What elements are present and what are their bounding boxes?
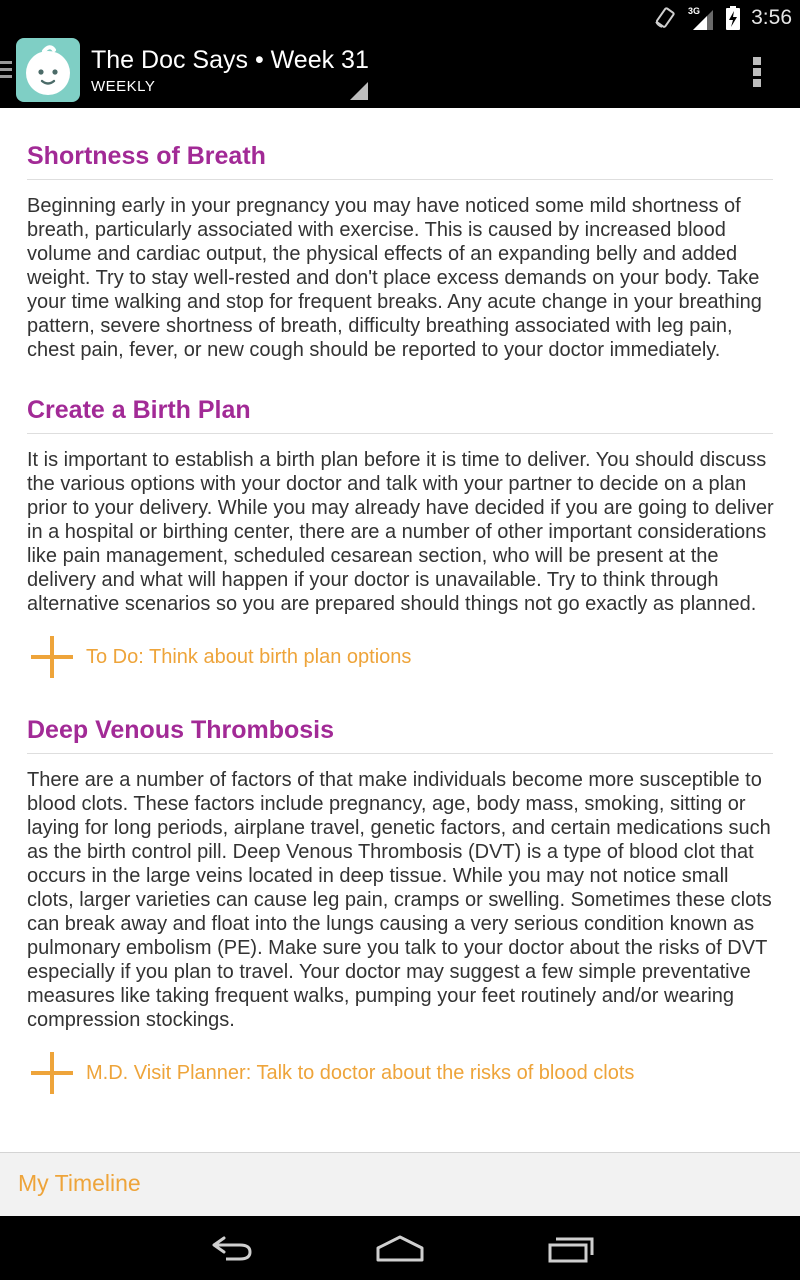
- back-icon[interactable]: [200, 1228, 260, 1268]
- section-dvt: [0, 716, 800, 1098]
- section-title: Create a Birth Plan: [27, 396, 773, 434]
- battery-icon: [725, 5, 741, 31]
- status-time: 3:56: [751, 6, 792, 29]
- signal-icon: [687, 5, 715, 31]
- todo-birth-plan-button[interactable]: [27, 632, 773, 682]
- rotation-icon: [653, 6, 677, 30]
- navigation-bar: [0, 1216, 800, 1280]
- status-bar: [0, 0, 800, 36]
- section-title: Shortness of Breath: [27, 142, 773, 180]
- plus-icon: [27, 636, 79, 678]
- app-title: The Doc Says • Week 31: [91, 46, 369, 74]
- spinner-caret-icon[interactable]: [350, 82, 368, 100]
- my-timeline-label: My Timeline: [18, 1170, 141, 1196]
- plus-icon: [27, 1052, 79, 1094]
- content-scroll[interactable]: [0, 108, 800, 1152]
- section-body: Beginning early in your pregnancy you may have noticed some mild shortness of breath, particularly associated with exercise. This is caused by increased blood volume and cardiac output, the physical effects of an expanding belly and added weight. Try to stay well-rested and don't place excess demands on your body. Take your time walking and stop for frequent breaks. Any acute change in your breathing pattern, severe shortness of breath, difficulty breathing associated with leg pain, chest pain, fever, or new cough should be reported to your doctor immediately.: [27, 195, 762, 361]
- app-subtitle: WEEKLY: [91, 78, 156, 95]
- status-icons: [653, 0, 792, 36]
- app-icon[interactable]: [16, 38, 80, 102]
- section-body: It is important to establish a birth plan before it is time to deliver. You should discuss the various options with your doctor and talk with your partner to decide on a plan prior to your delivery. While you may already have decided if you are going to deliver in a hospital or birthing center, there are a number of other important considerations like pain management, scheduled cesarean section, who will be present at the delivery and what will happen if your doctor is unavailable. Try to think through alternative scenarios so you are prepared should things not go exactly as planned.: [27, 449, 774, 615]
- network-type-label: 3G: [688, 6, 701, 16]
- section-birth-plan: [0, 396, 800, 682]
- title-block[interactable]: [91, 44, 369, 98]
- md-visit-planner-button[interactable]: [27, 1048, 773, 1098]
- action-bar: [0, 36, 800, 108]
- section-shortness-of-breath: [0, 142, 800, 362]
- todo-label: M.D. Visit Planner: Talk to doctor about the risks of blood clots: [86, 1061, 635, 1084]
- section-title: Deep Venous Thrombosis: [27, 716, 773, 754]
- section-body: There are a number of factors of that make individuals become more susceptible to blood clots. These factors include pregnancy, age, body mass, smoking, sitting or laying for long periods, airplane travel, genetic factors, and certain medications such as the birth control pill. Deep Venous Thrombosis (DVT) is a type of blood clot that occurs in the large veins located in deep tissue. While you may not notice small clots, larger varieties can cause leg pain, cramps or swelling. Sometimes these clots can break away and float into the lungs causing a very serious condition known as pulmonary embolism (PE). Make sure you talk to your doctor about the risks of DVT especially if you plan to travel. Your doctor may suggest a few simple preventative measures like taking frequent walks, pumping your feet routinely and/or wearing compression stockings.: [27, 769, 772, 1031]
- recent-apps-icon[interactable]: [540, 1228, 600, 1268]
- home-icon[interactable]: [370, 1228, 430, 1268]
- baby-face-icon: [16, 38, 80, 102]
- overflow-menu-icon[interactable]: [740, 46, 774, 98]
- my-timeline-bar[interactable]: [0, 1152, 800, 1216]
- todo-label: To Do: Think about birth plan options: [86, 645, 412, 668]
- drawer-indicator-icon[interactable]: [0, 59, 12, 81]
